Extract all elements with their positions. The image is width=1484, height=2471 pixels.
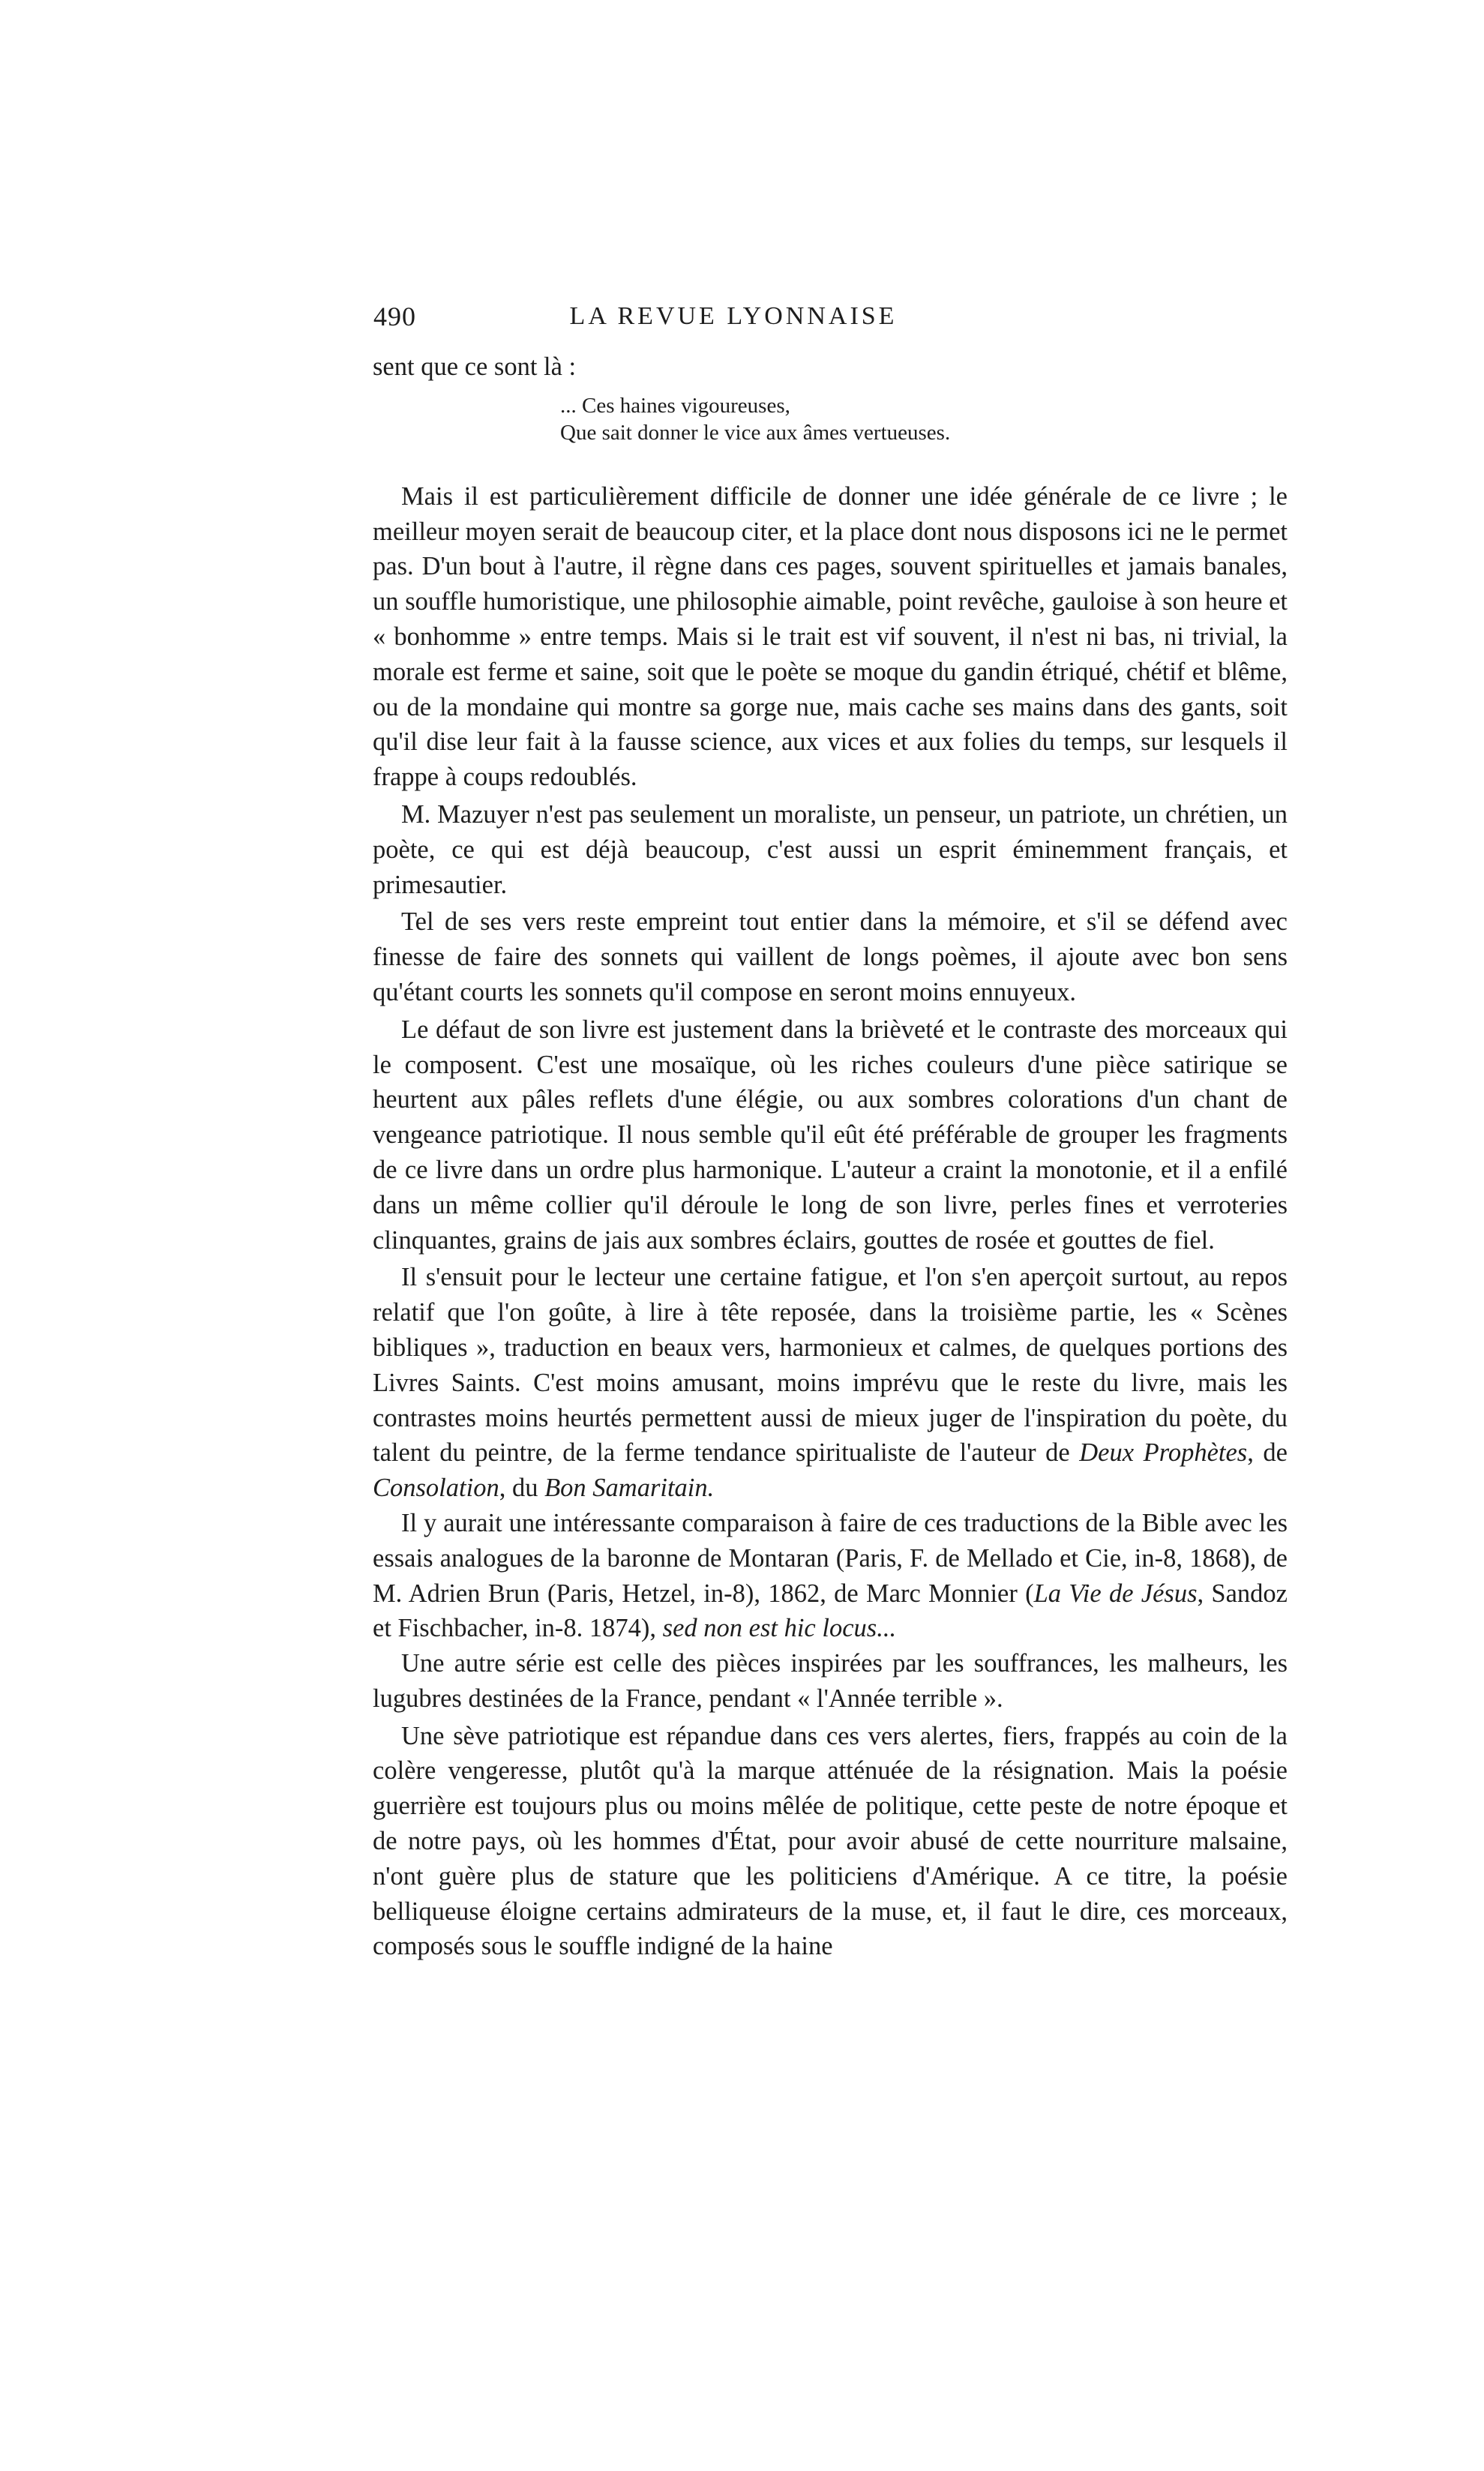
verse-quotation xyxy=(373,392,1288,446)
paragraph: Une autre série est celle des pièces inspirées par les souffrances, les malheurs, les lugubres destinées de la France, pendant « l'Année terrible ». xyxy=(373,1649,1288,1713)
running-head xyxy=(373,297,1003,336)
paragraph xyxy=(373,1260,1288,1506)
paragraph: Le défaut de son livre est justement dans la brièveté et le contraste des morceaux qui le composent. C'est une mosaïque, où les riches couleurs d'une pièce satirique se heurtent aux pâles reflets d'une élégie, ou aux sombres colorations d'un chant de vengeance patriotique. Il nous semble qu'il eût été préférable de grouper les fragments de ce livre dans un ordre plus harmonique. L'auteur a craint la monotonie, et il a enfilé dans un même collier qu'il déroule le long de son livre, perles fines et verroteries clinquantes, grains de jais aux sombres éclairs, gouttes de rosée et gouttes de fiel. xyxy=(373,1015,1288,1255)
paragraph-text: Il y aurait une intéressante comparaison à faire de ces traductions de la Bible avec les essais analogues de la baronne de Montaran (Paris, F. de Mellado et Cie, in-8, 1868), de M. Adrien Brun (Paris, Hetzel, in-8), 1862, de Marc Monnier ( xyxy=(373,1508,1288,1608)
paragraph-text: , du xyxy=(499,1474,545,1503)
book-title: Consolation xyxy=(373,1474,499,1503)
opening-line: sent que ce sont là : xyxy=(373,352,577,381)
book-title: Deux Prophètes xyxy=(1079,1438,1248,1468)
journal-title: LA REVUE LYONNAISE xyxy=(569,302,898,330)
paragraph: M. Mazuyer n'est pas seulement un moraliste, un penseur, un patriote, un chrétien, un poète, ce qui est déjà beaucoup, c'est aussi un esprit éminemment français, et primesautier. xyxy=(373,799,1288,899)
paragraph: Tel de ses vers reste empreint tout entier dans la mémoire, et s'il se défend avec finesse de faire des sonnets qui vaillent de longs poèmes, il ajoute avec bon sens qu'étant courts les sonnets qu'il compose en seront moins ennuyeux. xyxy=(373,907,1288,1006)
paragraph: Mais il est particulièrement difficile de donner une idée générale de ce livre ; le meilleur moyen serait de beaucoup citer, et la place dont nous disposons ici ne le permet pas. D'un bout à l'autre, il règne dans ces pages, souvent spirituelles et jamais banales, un souffle humoristique, une philosophie aimable, point revêche, gauloise à son heure et « bonhomme » entre temps. Mais si le trait est vif souvent, il n'est ni bas, ni trivial, la morale est ferme et saine, soit que le poète se moque du gandin étriqué, chétif et blême, ou de la mondaine qui montre sa gorge nue, mais cache ses mains dans des gants, soit qu'il dise leur fait à la fausse science, aux vices et aux folies du temps, sur lesquels il frappe à coups redoublés. xyxy=(373,481,1288,792)
verse-line: Que sait donner le vice aux âmes vertueuses. xyxy=(560,420,951,445)
body-text xyxy=(373,349,1288,1964)
paragraph xyxy=(373,1506,1288,1646)
latin-phrase: sed non est hic locus... xyxy=(662,1614,897,1643)
paragraph: Une sève patriotique est répandue dans ces vers alertes, fiers, frappés au coin de la colère vengeresse, plutôt qu'à la marque atténuée de la résignation. Mais la poésie guerrière est toujours plus ou moins mêlée de politique, cette peste de notre époque et de notre pays, où les hommes d'État, pour avoir abusé de cette nourriture malsaine, n'ont guère plus de stature que les politiciens d'Amérique. A ce titre, la poésie belliqueuse éloigne certains admirateurs de la muse, et, il faut le dire, ces morceaux, composés sous le souffle indigné de la haine xyxy=(373,1721,1288,1961)
paragraph-text: , Sandoz et Fischbacher, in-8. 1874), xyxy=(373,1579,1288,1643)
verse-line: ... Ces haines vigoureuses, xyxy=(560,393,790,418)
book-title: La Vie de Jésus xyxy=(1033,1579,1198,1608)
paragraph-text: Il s'ensuit pour le lecteur une certaine fatigue, et l'on s'en aperçoit surtout, au repos relatif que l'on goûte, à lire à tête reposée, dans la troisième partie, les « Scènes bibliques », traduction en beaux vers, harmonieux et calmes, de quelques portions des Livres Saints. C'est moins amusant, moins imprévu que le reste du livre, mais les contrastes moins heurtés permettent aussi de mieux juger de l'inspiration du poète, du talent du peintre, de la ferme tendance spiritualiste de l'auteur de xyxy=(373,1263,1288,1468)
book-title: Bon Samaritain. xyxy=(544,1474,715,1503)
paragraph-text: , de xyxy=(1247,1438,1288,1468)
page-number: 490 xyxy=(373,301,416,331)
